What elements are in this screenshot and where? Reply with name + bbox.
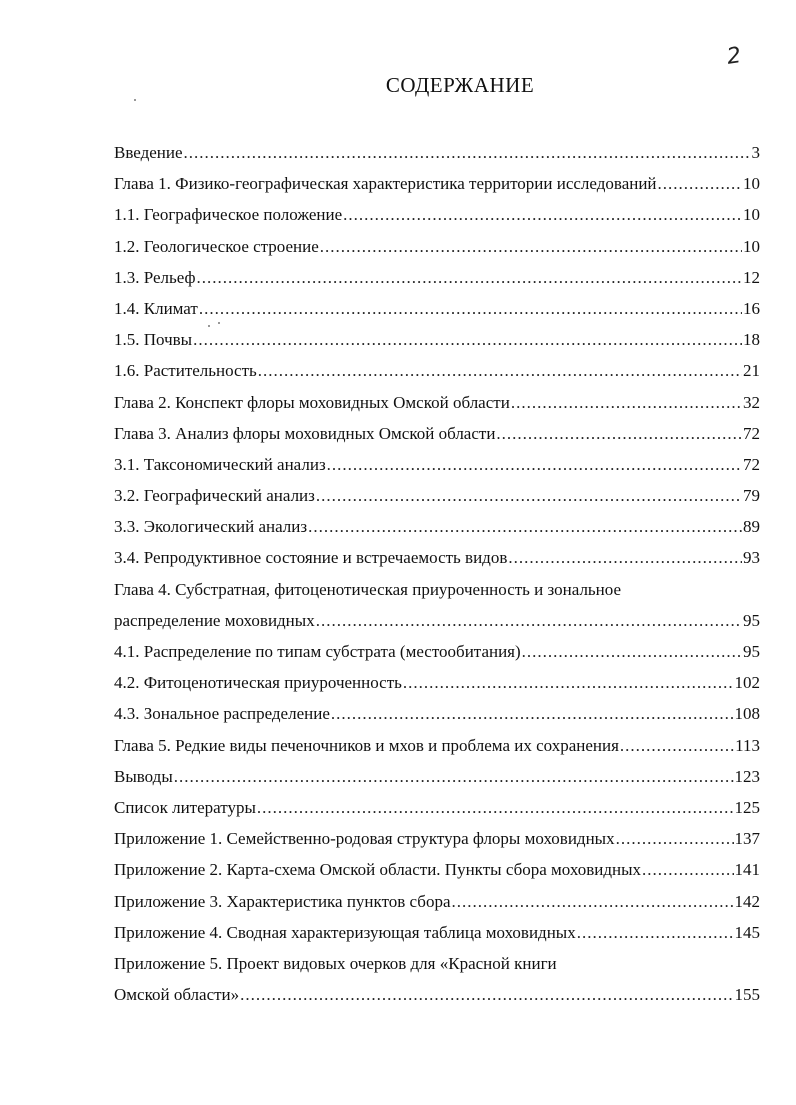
toc-page: 18: [743, 330, 760, 350]
toc-label: 3.3. Экологический анализ: [114, 517, 308, 537]
toc-page: 16: [743, 298, 760, 318]
toc-row-3-2: [114, 484, 760, 515]
toc-page: 102: [734, 673, 760, 693]
toc-row-1-2: [114, 235, 760, 266]
toc-page: 10: [743, 174, 760, 194]
dot-leader: [240, 983, 733, 1007]
toc-label: 3.2. Географический анализ: [114, 486, 315, 506]
toc-label: Приложение 1. Семейственно-родовая структура флоры моховидных: [114, 829, 615, 849]
scan-speck: [134, 99, 136, 101]
toc-page: 145: [734, 922, 760, 942]
toc-label: Глава 4. Субстратная, фитоценотическая приуроченность и зональное: [114, 579, 622, 599]
dot-leader: [658, 172, 742, 196]
toc-page: 12: [743, 267, 760, 287]
toc-label: Омской области»: [114, 985, 240, 1005]
toc-label: Введение: [114, 143, 183, 162]
toc-page: 10: [743, 236, 760, 256]
toc-row-4-1: [114, 640, 760, 671]
dot-leader: [320, 235, 742, 259]
toc-page: 137: [734, 829, 760, 849]
toc-label: Список литературы: [114, 797, 256, 817]
toc-row-appendix-3: [114, 890, 760, 921]
toc-row-4-2: [114, 671, 760, 702]
dot-leader: [511, 391, 742, 415]
toc-row-1-4: [114, 297, 760, 328]
toc-row-appendix-5-line-1: [114, 952, 760, 983]
toc-label: Глава 3. Анализ флоры моховидных Омской области: [114, 423, 496, 443]
toc-row-appendix-4: [114, 921, 760, 952]
toc-label: 1.3. Рельеф: [114, 267, 196, 287]
dot-leader: [174, 765, 734, 789]
toc-row-references: [114, 796, 760, 827]
toc-label: 1.2. Геологическое строение: [114, 236, 319, 256]
dot-leader: [616, 827, 734, 851]
dot-leader: [522, 640, 742, 664]
dot-leader: [193, 328, 742, 352]
dot-leader: [508, 546, 742, 570]
toc-row-1-1: [114, 203, 760, 234]
toc-label: 4.2. Фитоценотическая приуроченность: [114, 673, 402, 693]
dot-leader: [308, 515, 742, 539]
toc-row-3-1: [114, 453, 760, 484]
toc-label: Приложение 4. Сводная характеризующая таблица моховидных: [114, 922, 576, 942]
toc-label: 4.1. Распределение по типам субстрата (местообитания): [114, 642, 521, 661]
toc-row-4-3: [114, 702, 760, 733]
toc-row-introduction: [114, 141, 760, 172]
toc-row-chapter-3: [114, 422, 760, 453]
toc-page: 141: [734, 860, 760, 880]
toc-row-1-3: [114, 266, 760, 297]
table-of-contents: [114, 141, 760, 1014]
toc-label: Приложение 5. Проект видовых очерков для «Красной книги: [114, 953, 557, 973]
toc-row-1-6: [114, 359, 760, 390]
toc-label: Выводы: [114, 766, 173, 786]
toc-row-chapter-2: [114, 391, 760, 422]
toc-page: 72: [743, 454, 760, 474]
toc-label: 1.1. Географическое положение: [114, 205, 343, 225]
dot-leader: [327, 453, 742, 477]
toc-page: 10: [743, 205, 760, 225]
toc-row-conclusions: [114, 765, 760, 796]
toc-page: 21: [743, 361, 760, 381]
toc-page: 3: [751, 143, 760, 162]
dot-leader: [620, 734, 734, 758]
toc-row-appendix-2: [114, 858, 760, 889]
dot-leader: [577, 921, 734, 945]
toc-page: 93: [743, 548, 760, 568]
dot-leader: [258, 359, 742, 383]
toc-label: распределение моховидных: [114, 610, 315, 630]
dot-leader: [257, 796, 734, 820]
toc-page: 155: [734, 985, 760, 1005]
toc-row-chapter-1: [114, 172, 760, 203]
toc-page: 95: [743, 610, 760, 630]
toc-row-chapter-4-line-1: [114, 578, 760, 609]
toc-label: 1.4. Климат: [114, 298, 198, 318]
toc-label: Глава 5. Редкие виды печеночников и мхов и проблема их сохранения: [114, 735, 619, 755]
toc-row-chapter-5: [114, 734, 760, 765]
toc-label: 3.4. Репродуктивное состояние и встречаемость видов: [114, 548, 508, 568]
toc-label: 1.5. Почвы: [114, 330, 193, 350]
toc-page: 32: [743, 392, 760, 412]
toc-page: 113: [735, 735, 760, 755]
dot-leader: [403, 671, 734, 695]
dot-leader: [197, 266, 742, 290]
toc-label: 3.1. Таксономический анализ: [114, 454, 326, 474]
dot-leader: [331, 702, 734, 726]
toc-page: 125: [734, 797, 760, 817]
toc-page: 108: [734, 704, 760, 724]
toc-page: 123: [734, 766, 760, 786]
toc-page: 79: [743, 486, 760, 506]
toc-label: Приложение 2. Карта-схема Омской области. Пункты сбора моховидных: [114, 860, 641, 880]
toc-row-3-3: [114, 515, 760, 546]
page-title: СОДЕРЖАНИЕ: [385, 73, 535, 97]
toc-page: 95: [743, 642, 760, 661]
dot-leader: [316, 484, 742, 508]
handwritten-page-number: 2: [725, 43, 743, 70]
toc-label: Приложение 3. Характеристика пунктов сбора: [114, 891, 451, 911]
dot-leader: [343, 203, 742, 227]
toc-label: Глава 1. Физико-географическая характеристика территории исследований: [114, 174, 657, 194]
toc-row-chapter-4-line-2: [114, 609, 760, 640]
toc-row-3-4: [114, 546, 760, 577]
toc-label: 4.3. Зональное распределение: [114, 704, 330, 724]
dot-leader: [496, 422, 742, 446]
dot-leader: [642, 858, 734, 882]
toc-row-1-5: [114, 328, 760, 359]
toc-page: 89: [743, 517, 760, 537]
toc-label: 1.6. Растительность: [114, 361, 257, 381]
toc-label: Глава 2. Конспект флоры моховидных Омской области: [114, 392, 510, 412]
dot-leader: [199, 297, 742, 321]
toc-row-appendix-5-line-2: [114, 983, 760, 1014]
toc-row-appendix-1: [114, 827, 760, 858]
dot-leader: [184, 141, 751, 165]
dot-leader: [316, 609, 742, 633]
toc-page: 72: [743, 423, 760, 443]
toc-page: 142: [734, 891, 760, 911]
dot-leader: [452, 890, 734, 914]
